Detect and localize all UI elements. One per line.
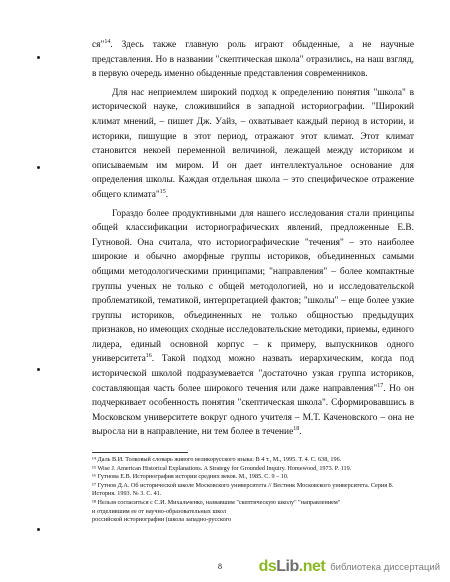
- margin-bullet: [37, 166, 40, 169]
- paragraph-1: [92, 38, 414, 82]
- footnote-18-cont: российской историографии (школа западно-русского: [92, 516, 232, 524]
- paragraph-text: .: [165, 189, 169, 200]
- paragraph-2: [92, 86, 414, 203]
- footnote-ref: 14: [104, 38, 111, 45]
- footnote-18-cont: и отделившим ее от научно-образовательных школ: [92, 507, 226, 515]
- footnote-17: ¹⁷ Гутнов Д.А. Об исторической школе Московского университета // Вестник Московского университета. Серия 8. История. 1993. № 3. С. 41.: [92, 481, 394, 498]
- paragraph-3: [92, 207, 414, 441]
- paragraph-text: . Но он подчеркивает особенность понятия "скептическая школа". Сформировавшись в Московском университете вокруг одного учителя – М.Т. Каченовского – она не выросла ни в направление, ни тем более в течение: [92, 383, 414, 438]
- footnote-ref: 15: [159, 188, 166, 195]
- watermark[interactable]: [257, 556, 444, 578]
- footnote-18: ¹⁸ Нельзя согласиться с С.И. Михальченко, назвавшим "скептическую школу" "направлением": [92, 498, 341, 506]
- footnotes: [92, 456, 414, 525]
- margin-bullet: [37, 528, 40, 531]
- paragraph-text: Для нас неприемлем широкий подход к определению понятия "школа" в исторической науке, сложившийся в западной историографии. "Широкий климат мнений, – пишет Дж. Уайз, – охватывает каждый период в истории, и историки, пишущие в этот период, отражают этот климат. Этот климат становится некоей переменной величиной, лежащей между историком и описываемым им миром. И он дает интеллектуальное основание для определения школы. Каждая отдельная школа – это специфическое отражение общего климата": [92, 87, 414, 200]
- paragraph-text: . Такой подход можно назвать иерархическим, когда под исторической школой подразумевается "достаточно узкая группа историков, составляющая часть более широкого течения или даже направления": [92, 354, 414, 394]
- margin-bullet: [37, 56, 40, 59]
- paragraph-text: ся": [92, 40, 105, 50]
- paragraph-text: . Здесь также главную роль играют обыденные, а не научные представления. Но в названии "скептическая школа" отразились, на наш взгляд, в первую очередь именно обыденные представления современников.: [92, 40, 414, 80]
- footnote-separator: [92, 452, 188, 453]
- dslib-logo: dsLib.net: [258, 558, 326, 575]
- watermark-caption: библиотека диссертаций: [330, 561, 440, 573]
- paragraph-text: Гораздо более продуктивными для нашего исследования стали принципы общей классификации историографических явлений, предложенные Е.В. Гутновой. Она считала, что историографические "течения" – это наиболее широкие и обычно аморфные группы историков, объединенных самыми общими методологическими принципами; "направления" – более компактные группы ученых не только с общей методологией, но и исследовательской проблематикой, тематикой, интерпретацией фактов; "школы" – еще более узкие группы историков, объединенных не только общностью предыдущих признаков, но имеющих сходные исследовательские методики, приемы, единого лидера, единый основной корпус – к примеру, выпускников одного университета: [92, 208, 414, 365]
- footnote-ref: 18: [293, 426, 300, 433]
- page-number: 8: [218, 562, 222, 571]
- footnote-15: ¹⁵ Wise J. American Historical Explanations. A Strategy for Grounded Inquiry. Homewood, 1973. P. 119.: [92, 464, 352, 472]
- margin-bullet: [37, 368, 40, 371]
- footnote-ref: 17: [377, 382, 384, 389]
- footnote-14: ¹⁴ Даль В.И. Толковый словарь живого великорусского языка: В 4 т., М., 1995. Т. 4. С. 638, 196.: [92, 456, 342, 463]
- paragraph-text: .: [299, 427, 302, 438]
- footnote-16: ¹⁶ Гутнова Е.В. Историография истории средних веков. М., 1985. С. 9 – 10.: [92, 473, 289, 481]
- footnote-ref: 16: [145, 353, 152, 360]
- body-text: [92, 38, 414, 440]
